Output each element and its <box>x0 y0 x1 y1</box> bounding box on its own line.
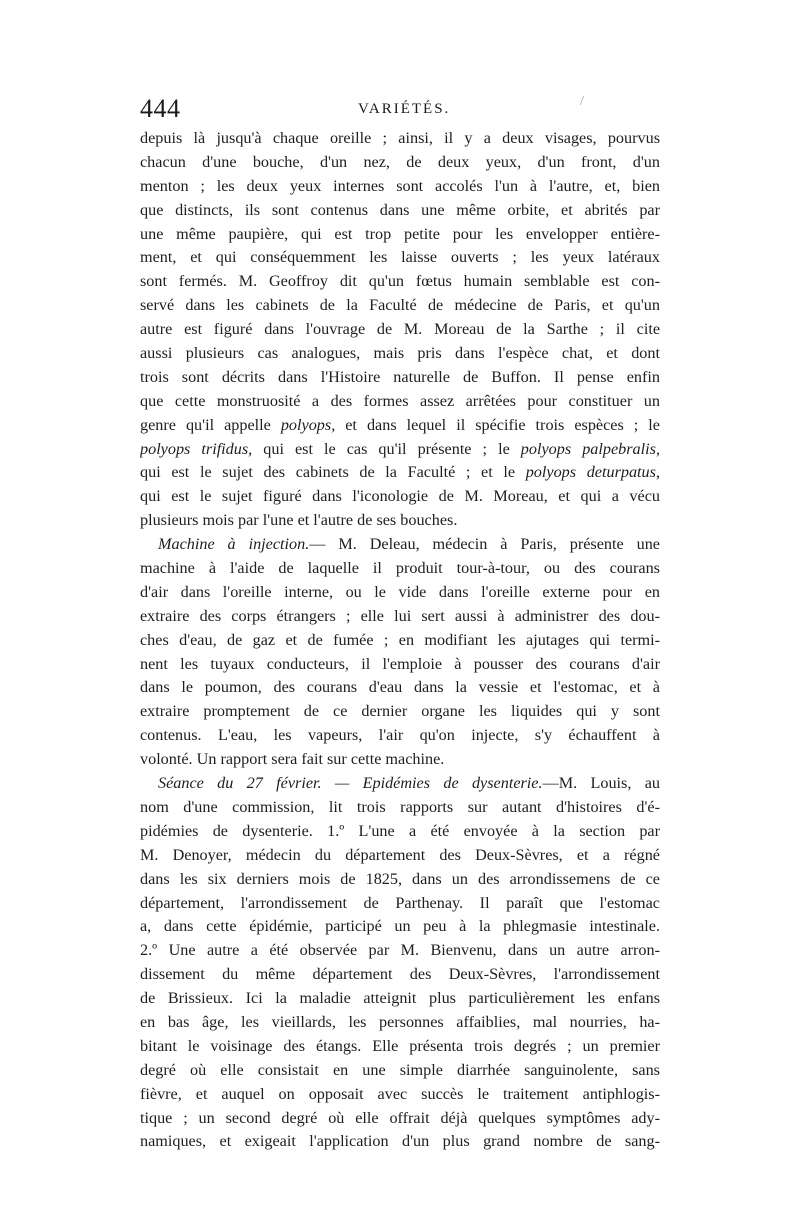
line-text: servé dans les cabinets de la Faculté de médecine de Paris, et qu'un <box>140 296 660 315</box>
line-text: une même paupière, qui est trop petite pour les envelopper entière- <box>140 224 660 243</box>
line-text: dans le poumon, des courans d'eau dans la vessie et l'estomac, et à <box>140 678 660 697</box>
text-line <box>140 1083 660 1107</box>
line-text: — M. Deleau, médecin à Paris, présente une <box>309 535 660 554</box>
line-text: a, dans cette épidémie, participé un peu à la phlegmasie intestinale. <box>140 917 660 936</box>
line-text: que cette monstruosité a des formes assez arrêtées pour constituer un <box>140 391 660 410</box>
line-text: autre est figuré dans l'ouvrage de M. Moreau de la Sarthe ; il cite <box>140 320 660 339</box>
line-text: nent les tuyaux conducteurs, il l'emploie à pousser des courans d'air <box>140 654 660 673</box>
text-line <box>140 963 660 987</box>
line-text: ches d'eau, de gaz et de fumée ; en modifiant les ajutages qui termi- <box>140 630 660 649</box>
body-text <box>140 127 660 1154</box>
text-line <box>140 533 660 557</box>
line-text: , qui est le cas qu'il présente ; le <box>248 439 521 458</box>
text-line <box>140 868 660 892</box>
line-text: département, l'arrondissement de Parthenay. Il paraît que l'estomac <box>140 893 660 912</box>
text-line <box>140 605 660 629</box>
text-line <box>140 1107 660 1131</box>
line-text: ment, et qui conséquemment les laisse ouverts ; les yeux latéraux <box>140 248 660 267</box>
line-text: genre qu'il appelle <box>140 415 281 434</box>
text-line <box>140 175 660 199</box>
italic-text: polyops <box>280 415 332 434</box>
italic-text: polyops trifidus <box>140 439 249 458</box>
text-line <box>140 557 660 581</box>
text-line <box>140 939 660 963</box>
text-line <box>140 1130 660 1154</box>
text-line <box>140 581 660 605</box>
line-text: en bas âge, les vieillards, les personnes affaiblies, mal nourries, ha- <box>140 1012 660 1031</box>
text-line <box>140 366 660 390</box>
line-text: fièvre, et auquel on opposait avec succès le traitement antiphlogis- <box>140 1084 660 1103</box>
italic-text: Machine à injection. <box>158 535 310 554</box>
text-line <box>140 199 660 223</box>
line-text: M. Denoyer, médecin du département des Deux-Sèvres, et a régné <box>140 845 660 864</box>
text-line <box>140 1011 660 1035</box>
line-text: dissement du même département des Deux-Sèvres, l'arrondissement <box>140 965 660 984</box>
line-text: trois sont décrits dans l'Histoire naturelle de Buffon. Il pense enfin <box>140 367 660 386</box>
text-line <box>140 772 660 796</box>
line-text: 2.º Une autre a été observée par M. Bienvenu, dans un autre arron- <box>140 941 660 960</box>
text-line <box>140 390 660 414</box>
line-text: contenus. L'eau, les vapeurs, l'air qu'on injecte, s'y échauffent à <box>140 726 660 745</box>
line-text: machine à l'aide de laquelle il produit tour-à-tour, ou des courans <box>140 559 660 578</box>
text-line <box>140 915 660 939</box>
line-text: que distincts, ils sont contenus dans une même orbite, et abrités par <box>140 200 660 219</box>
line-text: chacun d'une bouche, d'un nez, de deux yeux, d'un front, d'un <box>140 152 660 171</box>
text-line <box>140 294 660 318</box>
text-line <box>140 270 660 294</box>
line-text: volonté. Un rapport sera fait sur cette machine. <box>140 750 445 769</box>
text-line <box>140 796 660 820</box>
line-text: de Brissieux. Ici la maladie atteignit plus particulièrement les enfans <box>140 989 660 1008</box>
text-line <box>140 318 660 342</box>
line-text: , <box>655 439 660 458</box>
text-line <box>140 653 660 677</box>
line-text: nom d'une commission, lit trois rapports sur autant d'histoires d'é- <box>140 797 660 816</box>
text-line <box>140 151 660 175</box>
text-line <box>140 438 660 462</box>
text-line <box>140 844 660 868</box>
page-header <box>140 94 680 124</box>
line-text: d'air dans l'oreille interne, ou le vide dans l'oreille externe pour en <box>140 582 660 601</box>
italic-text: polyops palpebralis <box>520 439 656 458</box>
text-line <box>140 1035 660 1059</box>
line-text: plusieurs mois par l'une et l'autre de ses bouches. <box>140 511 458 530</box>
text-line <box>140 820 660 844</box>
text-line <box>140 485 660 509</box>
italic-text: polyops deturpatus <box>525 463 656 482</box>
text-line <box>140 748 660 772</box>
text-line <box>140 127 660 151</box>
line-text: , et dans lequel il spécifie trois espèces ; le <box>331 415 660 434</box>
line-text: bitant le voisinage des étangs. Elle présenta trois degrés ; un premier <box>140 1036 660 1055</box>
text-line <box>140 892 660 916</box>
line-text: qui est le sujet figuré dans l'iconologie de M. Moreau, et qui a vécu <box>140 487 660 506</box>
line-text: , <box>655 463 660 482</box>
text-line <box>140 1059 660 1083</box>
line-text: depuis là jusqu'à chaque oreille ; ainsi, il y a deux visages, pourvus <box>140 129 660 147</box>
running-head: VARIÉTÉS. <box>358 101 451 117</box>
italic-text: Séance du 27 février. — Epidémies de dysenterie. <box>158 774 543 793</box>
text-line <box>140 987 660 1011</box>
text-line <box>140 414 660 438</box>
line-text: pidémies de dysenterie. 1.º L'une a été envoyée à la section par <box>140 821 660 840</box>
line-text: dans les six derniers mois de 1825, dans un des arrondissemens de ce <box>140 869 660 888</box>
text-line <box>140 342 660 366</box>
stray-mark: / <box>580 94 584 109</box>
line-text: extraire promptement de ce dernier organe les liquides qui y sont <box>140 702 660 721</box>
page-number: 444 <box>140 94 181 123</box>
text-line <box>140 676 660 700</box>
text-line <box>140 246 660 270</box>
line-text: sont fermés. M. Geoffroy dit qu'un fœtus humain semblable est con- <box>140 272 660 291</box>
text-line <box>140 700 660 724</box>
line-text: aussi plusieurs cas analogues, mais pris dans l'espèce chat, et dont <box>140 344 660 363</box>
text-line <box>140 509 660 533</box>
text-line <box>140 461 660 485</box>
line-text: tique ; un second degré où elle offrait déjà quelques symptômes ady- <box>140 1108 660 1127</box>
line-text: degré où elle consistait en une simple diarrhée sanguinolente, sans <box>140 1060 660 1079</box>
line-text: menton ; les deux yeux internes sont accolés l'un à l'autre, et, bien <box>140 176 660 195</box>
line-text: qui est le sujet des cabinets de la Faculté ; et le <box>140 463 526 482</box>
line-text: —M. Louis, au <box>542 774 660 793</box>
text-line <box>140 724 660 748</box>
text-line <box>140 629 660 653</box>
line-text: extraire des corps étrangers ; elle lui sert aussi à administrer des dou- <box>140 606 660 625</box>
line-text: namiques, et exigeait l'application d'un plus grand nombre de sang- <box>140 1132 660 1151</box>
text-line <box>140 223 660 247</box>
